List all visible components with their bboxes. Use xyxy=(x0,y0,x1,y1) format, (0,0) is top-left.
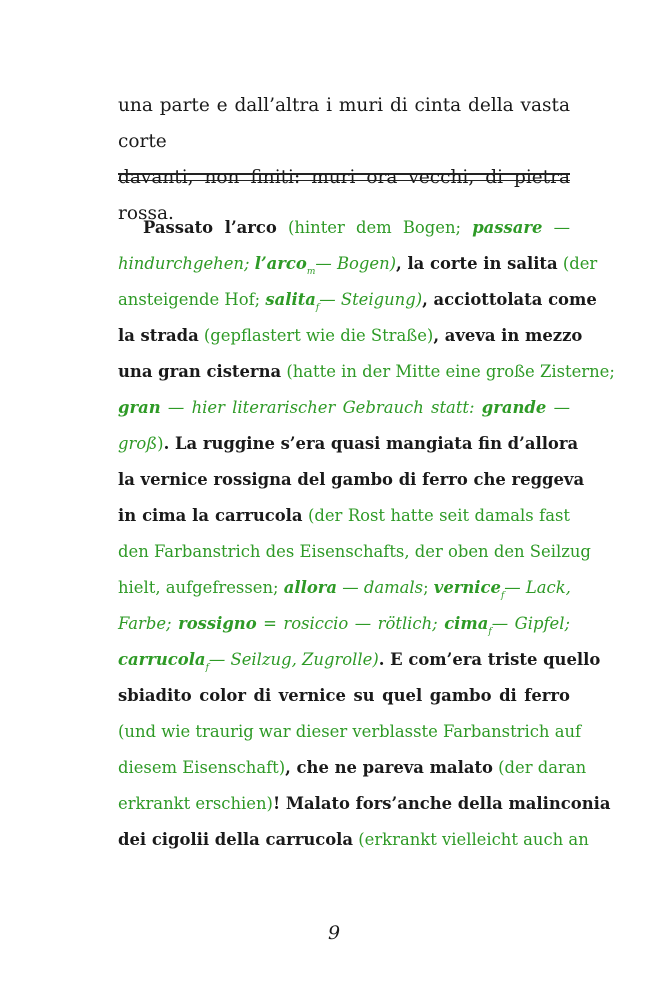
vocab-term: cima xyxy=(444,614,489,633)
italian-text: , la corte in salita xyxy=(396,254,558,273)
gender-marker: f xyxy=(488,627,492,637)
text-line xyxy=(118,750,587,786)
vocab-definition: = rosiccio — rötlich; xyxy=(256,614,445,633)
german-gloss: — xyxy=(542,218,570,237)
italian-text: la strada xyxy=(118,326,199,345)
german-gloss: ) xyxy=(157,434,164,453)
italian-text: ! Malato fors’anche della malinconia xyxy=(272,794,611,813)
vocab-term: l’arco xyxy=(254,254,307,273)
text-line xyxy=(118,282,597,318)
text-line xyxy=(118,606,570,642)
text-line xyxy=(118,570,570,606)
vocab-definition: — Gipfel; xyxy=(491,614,570,633)
gender-marker: m xyxy=(306,267,316,277)
vocab-term: salita xyxy=(265,290,316,309)
italian-text: Passato l’arco xyxy=(143,218,277,237)
gender-marker: f xyxy=(500,591,505,601)
italian-text: in cima la carrucola xyxy=(118,506,303,525)
text-line xyxy=(118,498,570,534)
text-line xyxy=(118,426,579,462)
italian-text: . E com’era triste quello xyxy=(378,650,601,669)
italian-text: . La ruggine s’era quasi mangiata fin d’allora xyxy=(163,434,579,453)
italian-text: , che ne pareva malato xyxy=(285,758,493,777)
italian-text: una gran cisterna xyxy=(118,362,282,381)
vocab-term: vernice xyxy=(433,578,501,597)
vocab-definition: groß xyxy=(118,434,158,453)
italian-text: , acciottolata come xyxy=(422,290,597,309)
text-line xyxy=(118,786,611,822)
italian-text: la vernice rossigna del gambo di ferro che reggeva xyxy=(118,470,585,489)
vocab-term: carrucola xyxy=(118,650,206,669)
german-gloss: (der Rost hatte seit damals fast xyxy=(302,506,570,525)
german-gloss: erkrankt erschien) xyxy=(118,794,273,813)
vocab-definition: — Bogen) xyxy=(315,254,397,273)
text-line xyxy=(118,390,570,426)
italian-text: dei cigolii della carrucola xyxy=(118,830,354,849)
german-gloss: (der daran xyxy=(492,758,587,777)
german-gloss: (hatte in der Mitte eine große Zisterne; xyxy=(281,362,615,381)
vocab-definition: — damals xyxy=(337,578,424,597)
text-line: una parte e dall’altra i muri di cinta della vasta corte xyxy=(118,95,570,152)
section-divider xyxy=(118,173,570,181)
vocab-definition: — Seilzug, Zugrolle) xyxy=(208,650,379,669)
gender-marker: f xyxy=(205,663,209,673)
german-gloss: (erkrankt vielleicht auch an xyxy=(353,830,589,849)
vocab-definition: — xyxy=(546,398,570,417)
annotated-paragraph xyxy=(118,210,615,858)
german-gloss: (und wie traurig war dieser verblasste Farbanstrich auf xyxy=(118,722,582,741)
german-gloss: diesem Eisenschaft) xyxy=(118,758,286,777)
page-number: 9 xyxy=(327,922,341,944)
vocab-definition: — hier literarischer Gebrauch statt: xyxy=(160,398,482,417)
text-line xyxy=(118,246,598,282)
text-line xyxy=(118,642,601,678)
text-line xyxy=(118,210,570,246)
text-line xyxy=(118,822,589,858)
german-gloss: (hinter dem Bogen; xyxy=(276,218,473,237)
italian-text: , aveva in mezzo xyxy=(433,326,583,345)
text-line xyxy=(118,318,583,354)
german-gloss: (gepflastert wie die Straße) xyxy=(198,326,434,345)
vocab-term: allora xyxy=(283,578,338,597)
vocab-term: rossigno xyxy=(178,614,257,633)
german-gloss: (der xyxy=(557,254,598,273)
vocab-term: gran xyxy=(118,398,161,417)
text-line xyxy=(118,534,591,570)
text-line xyxy=(118,678,570,714)
vocab-definition: — Lack, xyxy=(504,578,571,597)
german-gloss: hielt, aufgefressen; xyxy=(118,578,284,597)
vocab-definition: hindurchgehen; xyxy=(118,254,255,273)
text-line xyxy=(118,462,585,498)
vocab-term: grande xyxy=(481,398,547,417)
text-line xyxy=(118,354,615,390)
gender-marker: f xyxy=(315,303,320,313)
text-line xyxy=(118,714,582,750)
italian-text: sbiadito color di vernice su quel gambo di ferro xyxy=(118,686,570,705)
german-gloss: den Farbanstrich des Eisenschafts, der oben den Seilzug xyxy=(118,542,591,561)
vocab-definition: Farbe; xyxy=(118,614,179,633)
vocab-term: passare xyxy=(472,218,543,237)
german-gloss: ; xyxy=(423,578,434,597)
vocab-definition: — Steigung) xyxy=(319,290,423,309)
german-gloss: ansteigende Hof; xyxy=(118,290,266,309)
text-line: davanti, non finiti: muri ora vecchi, di pietra rossa. xyxy=(118,167,570,224)
